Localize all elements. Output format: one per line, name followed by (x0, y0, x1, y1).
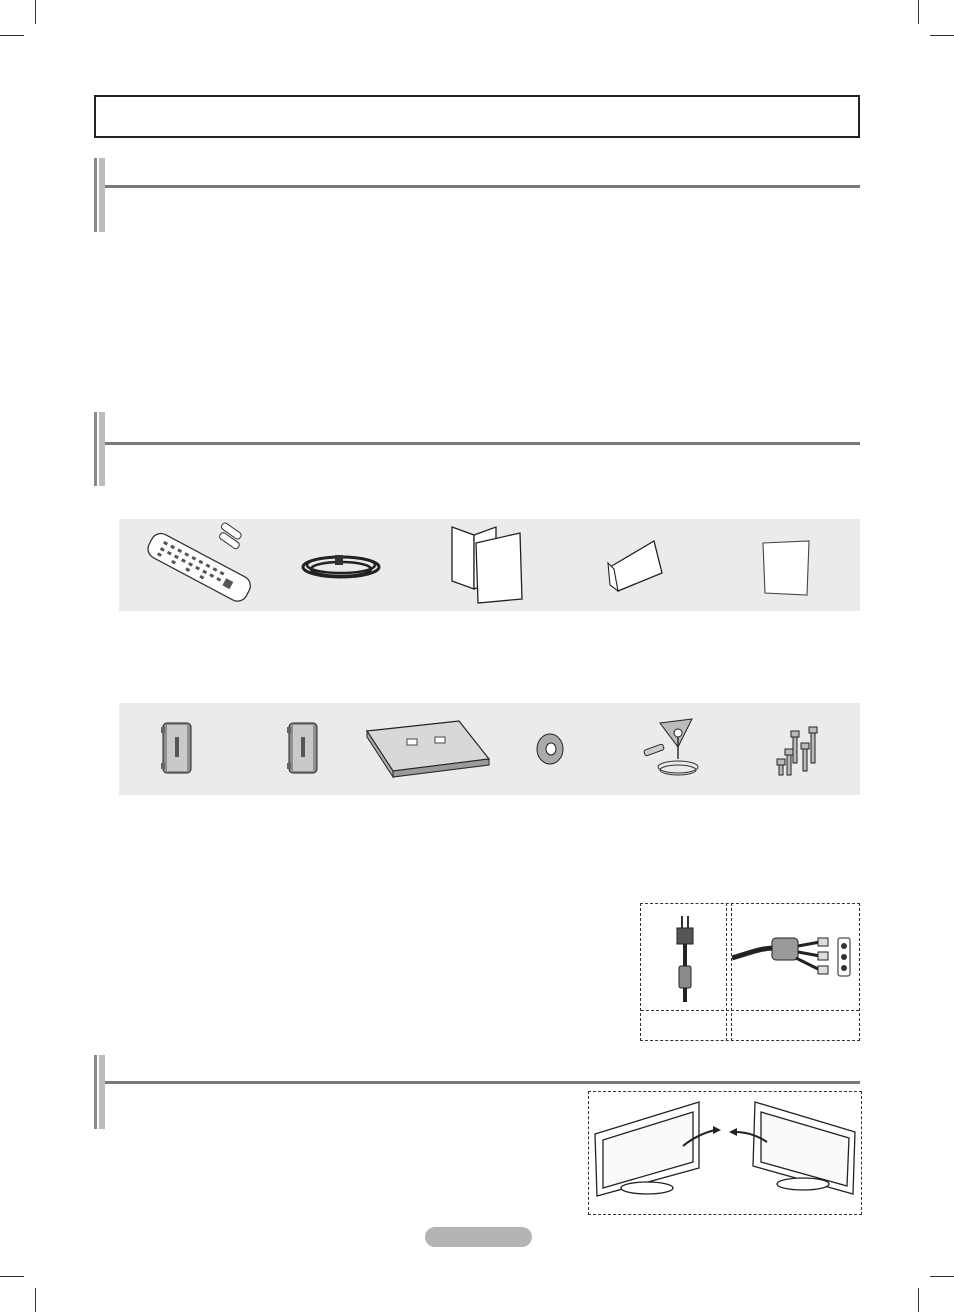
page-title-box (94, 95, 860, 138)
section-bar (94, 412, 105, 486)
power-cord-icon (297, 519, 387, 611)
warranty-card-icon (604, 519, 674, 611)
remote-control-illustration (137, 519, 257, 611)
accessories-row-1 (119, 519, 860, 611)
stand-cover-icon (363, 703, 493, 795)
warranty-card-illustration (604, 519, 674, 611)
crop-mark (0, 1276, 24, 1277)
crop-mark (35, 1288, 36, 1312)
accessories-row-2 (119, 703, 860, 795)
ferrite-core-icon (285, 703, 325, 795)
cleaning-cloth-illustration (757, 519, 817, 611)
power-cord-illustration (297, 519, 387, 611)
crop-mark (0, 35, 24, 36)
remote-control-icon (137, 519, 267, 611)
cover-bottom-illustration (363, 703, 493, 795)
section-rule (105, 442, 860, 445)
section-rule (105, 1081, 860, 1084)
ferrite-core-illustration (285, 703, 325, 795)
crop-mark (918, 1288, 919, 1312)
av-cable-ferrite-icon (732, 908, 860, 1008)
tv-holder-wire-illustration (638, 703, 708, 795)
screws-icon (769, 703, 829, 795)
crop-mark (930, 1276, 954, 1277)
manuals-illustration (444, 519, 534, 611)
section-2-header (94, 412, 860, 486)
tv-swivel-icon (589, 1092, 861, 1214)
cable-tie-icon (534, 703, 574, 795)
section-rule (105, 185, 860, 188)
manual-book-icon (444, 519, 534, 611)
cable-tie-illustration (534, 703, 574, 795)
crop-mark (35, 0, 36, 24)
section-bar (94, 1055, 105, 1129)
swivel-illustration-panel (588, 1091, 862, 1215)
crop-mark (930, 35, 954, 36)
page-number-badge (425, 1227, 532, 1247)
stand-screws-illustration (769, 703, 829, 795)
crop-mark (918, 0, 919, 24)
power-plug-ferrite-icon (645, 908, 725, 1008)
cleaning-cloth-icon (757, 519, 817, 611)
ferrite-core-icon (159, 703, 199, 795)
ferrite-installation-panel (640, 903, 860, 1041)
section-1-header (94, 158, 860, 232)
panel-label-row (641, 1010, 859, 1011)
holder-wire-icon (638, 703, 708, 795)
ferrite-core-illustration (159, 703, 199, 795)
section-bar (94, 158, 105, 232)
